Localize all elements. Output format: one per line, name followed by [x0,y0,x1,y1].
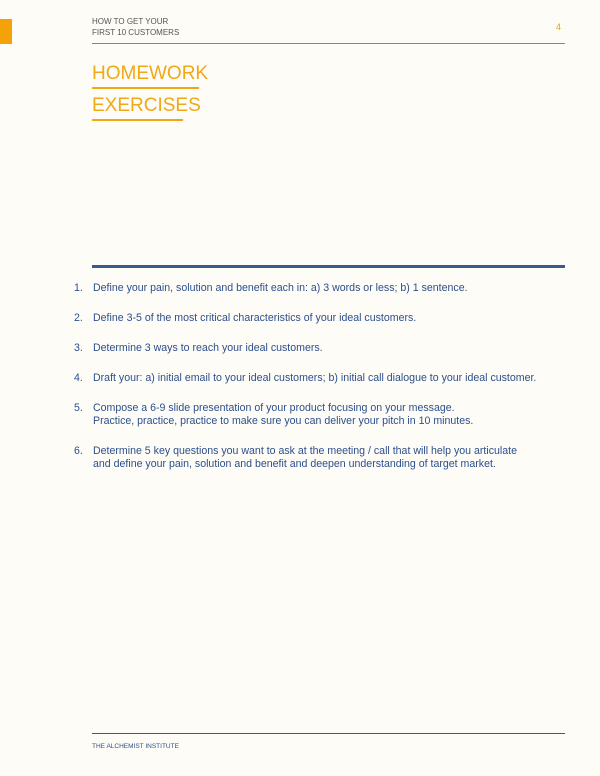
page-number: 4 [556,22,562,32]
footer-divider [92,733,565,734]
title-underline-1 [92,87,199,89]
list-item [60,282,560,295]
header-divider [92,43,565,44]
list-item [60,372,560,385]
item-text [93,312,416,325]
list-item [60,312,560,325]
running-header [92,16,179,38]
header-line-2: FIRST 10 CUSTOMERS [92,28,180,37]
item-text [93,372,536,385]
item-number: 6. [74,445,83,457]
list-item [60,342,560,355]
title-line-2: EXERCISES [92,95,201,116]
item-number: 4. [74,372,83,384]
item-text [93,445,517,471]
item-text-line: Determine 3 ways to reach your ideal customers. [93,342,323,354]
item-number: 5. [74,402,83,414]
title-line-1: HOMEWORK [92,63,209,84]
item-text-line: and define your pain, solution and benefit and deepen understanding of target market. [93,458,496,470]
list-item [60,402,560,428]
header-line-1: HOW TO GET YOUR [92,17,169,26]
item-text [93,402,473,428]
orange-tab-marker [0,19,12,44]
item-text-line: Practice, practice, practice to make sure you can deliver your pitch in 10 minutes. [93,415,474,427]
item-number: 1. [74,282,83,294]
item-text-line: Compose a 6-9 slide presentation of your product focusing on your message. [93,402,455,414]
title-underline-2 [92,119,183,121]
section-divider [92,265,565,268]
item-text-line: Determine 5 key questions you want to ask at the meeting / call that will help you articulate [93,445,517,457]
item-text-line: Define your pain, solution and benefit each in: a) 3 words or less; b) 1 sentence. [93,282,468,294]
item-number: 3. [74,342,83,354]
item-text [93,282,468,295]
item-text-line: Define 3-5 of the most critical characteristics of your ideal customers. [93,312,417,324]
footer-text: THE ALCHEMIST INSTITUTE [92,743,179,750]
list-item [60,445,560,471]
exercise-list [60,282,560,488]
item-text [93,342,323,355]
item-text-line: Draft your: a) initial email to your ideal customers; b) initial call dialogue to your ideal customer. [93,372,537,384]
item-number: 2. [74,312,83,324]
